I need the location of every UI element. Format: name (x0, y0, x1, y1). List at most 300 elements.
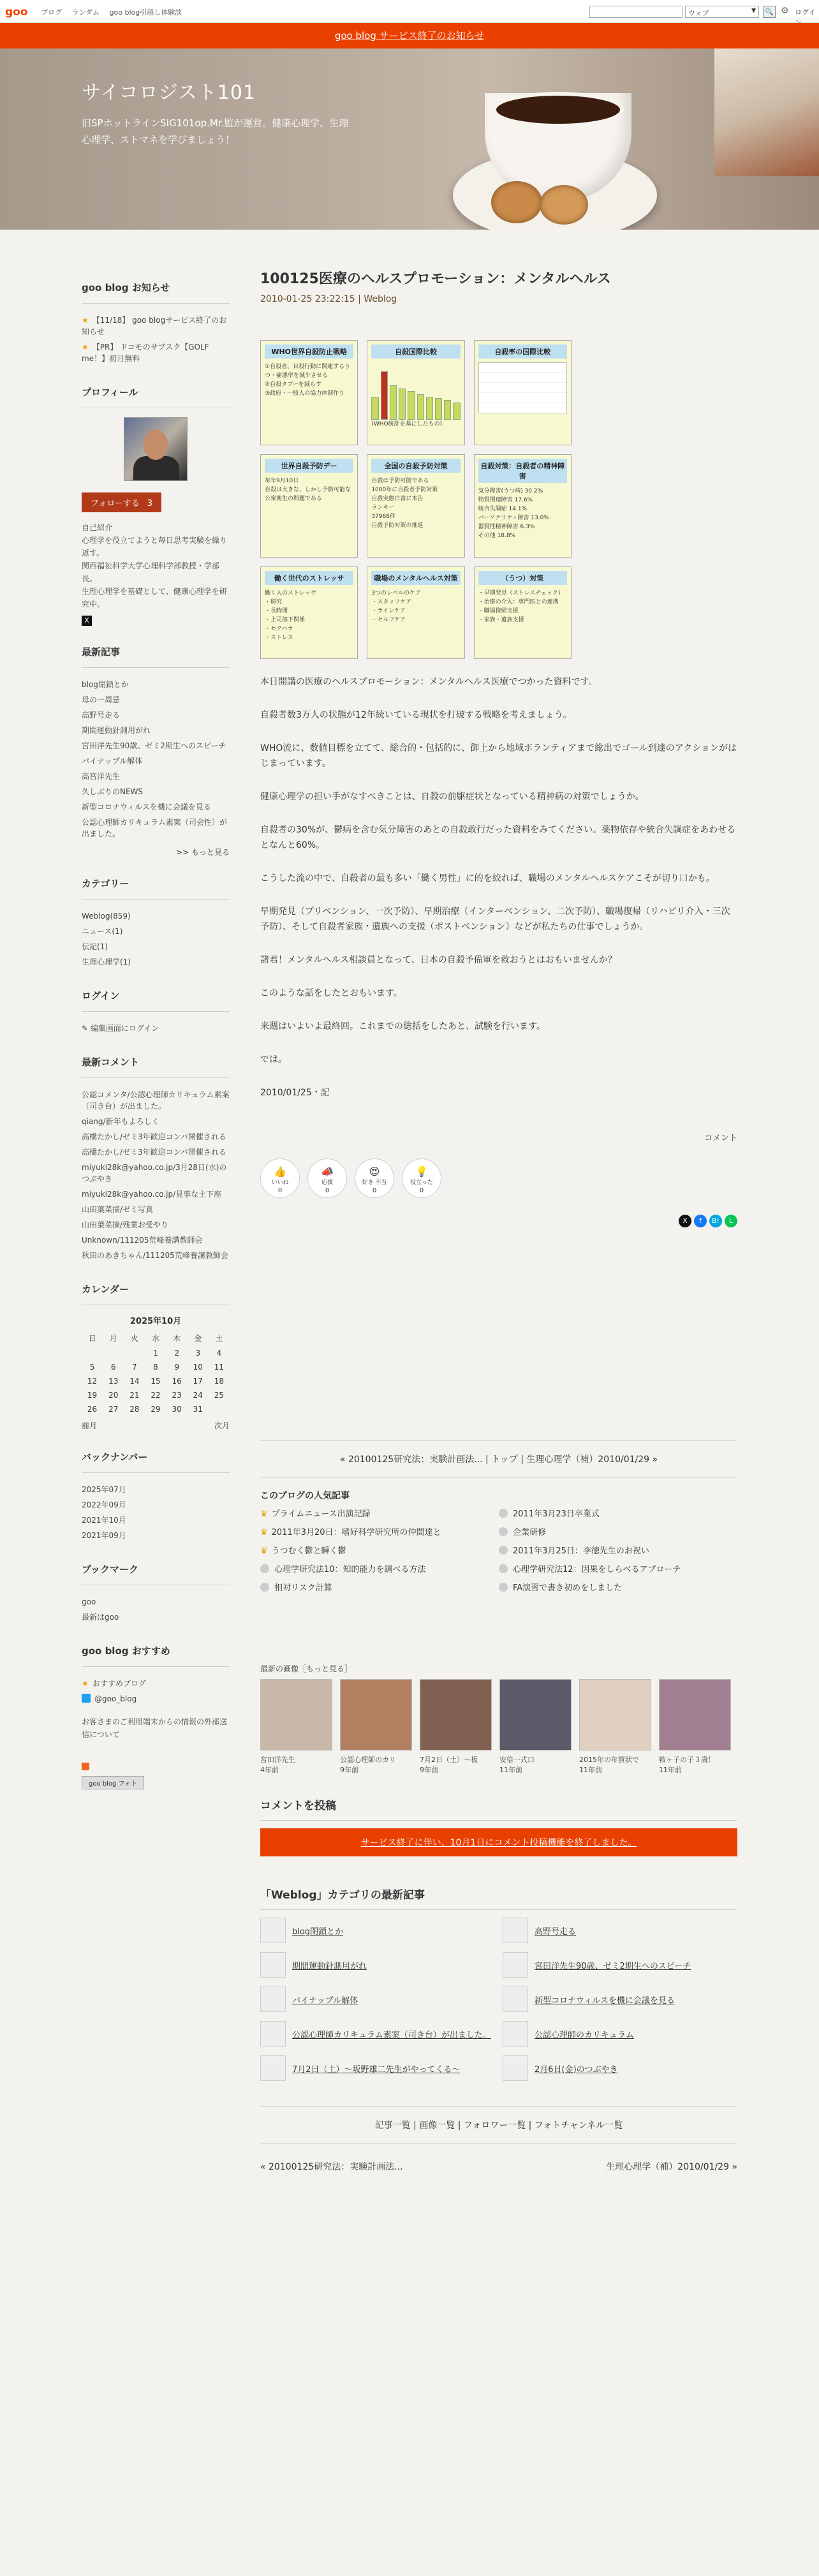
category-latest-posts (260, 1886, 737, 2081)
notice-item[interactable]: ★ 【PR】 ドコモのサブスク【GOLF me！】初月無料 (82, 343, 209, 363)
comment-closed-notice[interactable]: サービス終了に伴い、10月1日にコメント投稿機能を終了しました。 (260, 1828, 737, 1856)
recent-images (260, 1663, 737, 1775)
popular-post-text: 相対リスク計算 (274, 1583, 332, 1593)
bullet-icon (499, 1527, 508, 1536)
category-latest-link[interactable]: 2月6日(金)のつぶやき (535, 2064, 618, 2075)
comment-item[interactable]: 高橋たかし/ゼミ3年歓迎コンパ開催される (82, 1132, 226, 1141)
calendar-weekday: 土 (215, 1334, 223, 1343)
recent-image-item[interactable] (420, 1679, 492, 1775)
slide-line: 自殺予防対策の推進 (371, 522, 424, 529)
slide-line: その他 18.8% (478, 533, 516, 540)
sidebar-backnumber (82, 1450, 230, 1543)
category-latest-link[interactable]: 期間運動針測用がれ (292, 1961, 367, 1971)
popular-post-item[interactable] (499, 1507, 737, 1519)
top-links (41, 7, 189, 17)
slide-image (260, 454, 358, 557)
category-item[interactable]: ニュース(1) (82, 927, 123, 936)
reaction-button[interactable] (355, 1158, 394, 1198)
calendar-day: 2 (174, 1349, 179, 1358)
sidebar-heading: カテゴリー (82, 877, 230, 899)
category-latest-thumb[interactable] (260, 1918, 286, 1943)
popular-post-text: 2011年3月23日卒業式 (513, 1509, 600, 1519)
popular-post-item[interactable] (499, 1581, 737, 1593)
comment-post-section (260, 1796, 737, 1856)
goo-logo[interactable]: goo (5, 6, 28, 19)
slide-line: 物質関連障害 17.6% (478, 497, 533, 504)
share-buttons (260, 1215, 737, 1227)
popular-post-item[interactable] (260, 1562, 499, 1574)
post-meta: 2010-01-25 23:22:15 | Weblog (260, 294, 397, 304)
top-link-migration[interactable]: goo blog引越し体験談 (109, 8, 182, 17)
search-button[interactable]: 🔍 (763, 6, 776, 18)
calendar-day: 26 (87, 1405, 98, 1414)
comment-item[interactable]: Unknown/111205荒峰養講教師会 (82, 1236, 203, 1245)
search-type-select[interactable]: ウェブ ▼ (685, 6, 759, 18)
slide-line: ランキー (371, 505, 395, 512)
calendar-day: 24 (193, 1391, 203, 1400)
slide-line: 統合失調症 14.1% (478, 506, 528, 513)
bullet-icon (499, 1583, 508, 1592)
recent-image-age: 11年前 (579, 1766, 602, 1774)
slide-image (474, 566, 572, 659)
recent-image-thumb[interactable] (499, 1679, 572, 1751)
popular-post-item[interactable] (260, 1525, 499, 1537)
calendar-day: 25 (214, 1391, 225, 1400)
recent-image-age: 11年前 (659, 1766, 682, 1774)
post-paragraph: 諸君！メンタルヘルス相談員となって、日本の自殺予備軍を救おうとはおもいませんか？ (260, 955, 617, 965)
bullet-icon (499, 1564, 508, 1573)
category-latest-thumb[interactable] (260, 2055, 286, 2081)
reaction-count: 0 (325, 1187, 330, 1194)
comment-item[interactable]: 公認コメンタ/公認心理師カリキュラム素案（司き台）が出ました。 (82, 1090, 230, 1111)
reaction-buttons (260, 1158, 737, 1198)
follow-button[interactable]: フォローする 3 (82, 492, 161, 512)
post-navigation[interactable]: « 20100125研究法：実験計画法... | トップ | 生理心理学（補）2010/01/29 » (260, 1440, 737, 1477)
sidebar-recommend (82, 1644, 230, 1789)
slide-line: ②自殺タブーを減らす (265, 381, 321, 388)
recent-post-item[interactable]: パイナップル解体 (82, 757, 143, 766)
facebook-share-icon[interactable]: f (694, 1215, 707, 1227)
recent-image-item[interactable] (260, 1679, 332, 1775)
login-link[interactable]: ログイ (795, 8, 816, 17)
bottom-navigation (260, 2143, 737, 2189)
reaction-label: いいね (271, 1180, 289, 1186)
line-share-icon[interactable]: L (725, 1215, 737, 1227)
backnumber-item[interactable]: 2021年09月 (82, 1531, 126, 1540)
post-title[interactable]: 100125医療のヘルスプロモーション：メンタルヘルス (260, 271, 611, 287)
rss-icon[interactable] (82, 1763, 230, 1772)
sidebar-calendar (82, 1282, 230, 1431)
recommend-item[interactable]: @goo_blog (82, 1691, 230, 1706)
sidebar-login (82, 989, 230, 1036)
popular-post-item[interactable] (260, 1544, 499, 1556)
recent-image-item[interactable] (340, 1679, 412, 1775)
header-cookie-image (540, 185, 588, 225)
recent-post-item[interactable]: 宮田洋先生90歳、ゼミ2期生へのスピーチ (82, 741, 226, 750)
calendar-day: 22 (151, 1391, 161, 1400)
recent-image-thumb[interactable] (260, 1679, 332, 1751)
calendar-weekday: 木 (173, 1334, 181, 1343)
category-latest-link[interactable]: blog閉鎖とか (292, 1927, 344, 1937)
backnumber-item[interactable]: 2025年07月 (82, 1485, 126, 1494)
calendar-day: 5 (89, 1363, 95, 1372)
comment-link[interactable]: コメント (704, 1134, 737, 1143)
calendar-weekday: 金 (194, 1334, 202, 1343)
comment-item[interactable]: 山田葉菜摘/ゼミ写真 (82, 1205, 154, 1214)
star-icon: ★ (82, 343, 89, 352)
slide-line: ・セクハラ (265, 625, 293, 632)
calendar-empty (82, 1349, 103, 1358)
slide-title: 世界自殺予防デー (265, 459, 353, 473)
slide-line: ・早期発見（ストレスチェック） (478, 589, 564, 596)
calendar-day: 31 (193, 1405, 203, 1414)
blog-title[interactable]: サイコロジスト101 (82, 82, 256, 104)
category-latest-item (260, 1918, 495, 1943)
recent-post-item[interactable]: 久しぶりのNEWS (82, 787, 144, 796)
slide-title: 全国の自殺予防対策 (371, 459, 460, 473)
category-latest-item (503, 2055, 737, 2081)
slide-line: ・職場復帰支援 (478, 607, 519, 614)
recent-image-thumb[interactable] (579, 1679, 651, 1751)
calendar-day: 1 (153, 1349, 158, 1358)
post-paragraph: では。 (260, 1055, 287, 1065)
slide-line-chart (478, 362, 567, 413)
reaction-icon: 👍 (274, 1166, 286, 1178)
comment-item[interactable]: 秋田のあきちゃん/111205荒峰養講教師会 (82, 1251, 228, 1260)
profile-text: 自己紹介 心理学を役立てようと毎日思考実験を繰り返す。 関西福祉科学大学心理科学部教授・学部長。 生理心理学を基礎として、健康心理学を研究中。 (82, 523, 228, 609)
avatar[interactable] (124, 417, 188, 481)
recent-image-caption: 安倍一式口 (499, 1756, 535, 1764)
slide-line: ・研究 (265, 598, 283, 605)
category-latest-thumb[interactable] (503, 1918, 528, 1943)
slide-title: 働く世代のストレッサ (265, 571, 353, 585)
star-icon: ★ (82, 1679, 89, 1688)
calendar-day: 20 (108, 1391, 119, 1400)
category-latest-item (260, 1987, 495, 2012)
reaction-count: 0 (277, 1187, 283, 1194)
category-latest-item (260, 1952, 495, 1978)
reaction-count: 0 (372, 1187, 377, 1194)
calendar-weekday: 火 (130, 1334, 138, 1343)
calendar-prev[interactable]: 前月 (82, 1421, 98, 1430)
slide-image (474, 340, 572, 445)
top-link-random[interactable]: ランダム (71, 8, 100, 17)
sidebar-heading: カレンダー (82, 1282, 230, 1305)
calendar (82, 1314, 230, 1431)
recent-post-item[interactable]: 高野号走る (82, 711, 121, 720)
gear-icon[interactable]: ⚙ (781, 6, 789, 16)
recent-image-caption: 7月2日（土）〜板 (420, 1756, 478, 1764)
category-item[interactable]: 伝記(1) (82, 942, 108, 951)
edit-login-link[interactable]: ✎ 編集画面にログイン (82, 1024, 159, 1033)
popular-post-item[interactable] (499, 1544, 737, 1556)
recent-image-age: 9年前 (420, 1766, 438, 1774)
crown-icon: ♛ (260, 1546, 268, 1556)
sidebar-heading: goo blog お知らせ (82, 281, 230, 304)
pencil-icon: ✎ (82, 1024, 91, 1033)
header-books-image (714, 48, 819, 176)
slide-line: ①自殺者、目殺行動に関連するうつ・痛悪率を減少させる (265, 364, 351, 379)
service-end-notice-bar[interactable] (0, 23, 819, 48)
header-cookie-image (491, 181, 542, 223)
calendar-day: 28 (129, 1405, 140, 1414)
slide-title: （うつ）対策 (478, 571, 567, 585)
slide-image (474, 454, 572, 557)
category-latest-thumb[interactable] (503, 2021, 528, 2047)
category-latest-thumb[interactable] (503, 2055, 528, 2081)
category-latest-item (503, 1987, 737, 2012)
blog-description: 旧SPホットラインSIG101op.Mr.監が運営。健康心理学、生理心理学、ストマネを学びましょう！ (82, 117, 349, 145)
slide-image (367, 454, 464, 557)
recommend-item[interactable]: ★ おすすめブログ (82, 1679, 146, 1688)
top-bar (0, 0, 819, 23)
star-icon: ★ (82, 316, 89, 325)
slide-image (260, 340, 358, 445)
bullet-icon (499, 1509, 508, 1518)
calendar-day: 8 (153, 1363, 158, 1372)
crown-icon: ♛ (260, 1509, 268, 1519)
comment-post-title: コメントを投稿 (260, 1796, 737, 1821)
comment-item[interactable]: miyuki28k@yahoo.co.jp/3月28日(水)のつぶやき (82, 1163, 227, 1183)
slide-line: 3つのレベルのケア (371, 589, 422, 596)
crown-icon: ♛ (260, 1528, 268, 1537)
sidebar (82, 281, 230, 1809)
more-posts-link[interactable]: >> もっと見る (176, 848, 230, 857)
post-paragraph: 健康心理学の担い手がなすべきことは、自殺の前駆症状となっている精神病の対策でしょうか。 (260, 792, 644, 802)
slide-image (367, 566, 464, 659)
bullet-icon (260, 1564, 269, 1573)
calendar-day: 10 (193, 1363, 203, 1372)
category-item[interactable]: Weblog(859) (82, 912, 131, 921)
recent-image-thumb[interactable] (659, 1679, 731, 1751)
category-latest-thumb[interactable] (503, 1987, 528, 2012)
calendar-weekday: 月 (109, 1334, 117, 1343)
slide-line: 1000年に自殺者予防対策 (371, 487, 438, 494)
category-latest-link[interactable]: 新型コロナウィルスを機に会議を見る (535, 1995, 675, 2006)
recent-image-age: 9年前 (340, 1766, 358, 1774)
calendar-empty (103, 1349, 124, 1358)
bullet-icon (499, 1546, 508, 1555)
bookmark-item[interactable]: goo (82, 1597, 96, 1606)
recent-post-item[interactable]: blog閉鎖とか (82, 680, 129, 689)
recent-image-thumb[interactable] (340, 1679, 412, 1751)
slide-line: 毎年9月10日 (265, 478, 299, 485)
calendar-day: 19 (87, 1391, 98, 1400)
category-latest-link[interactable]: 7月2日（土）〜坂野雄二先生がやってくる〜 (292, 2064, 461, 2075)
popular-post-item[interactable] (499, 1525, 737, 1537)
popular-post-text: 2011年3月25日：李徳先生のお祝い (513, 1546, 649, 1556)
popular-posts (260, 1489, 737, 1593)
reaction-label: 役立った (410, 1180, 433, 1186)
x-small-icon (82, 1694, 91, 1703)
backnumber-item[interactable]: 2022年09月 (82, 1500, 126, 1509)
service-end-notice-link[interactable]: goo blog サービス終了のお知らせ (334, 30, 485, 41)
category-latest-link[interactable]: 公認心理師のカリキュラム (535, 2030, 634, 2040)
follow-count: 3 (147, 499, 152, 508)
x-icon[interactable]: X (82, 616, 92, 626)
reaction-button[interactable] (402, 1158, 441, 1198)
calendar-day: 9 (174, 1363, 179, 1372)
prev-post-link[interactable]: « 20100125研究法：実験計画法... (260, 2162, 403, 2172)
calendar-weekday: 水 (151, 1334, 159, 1343)
post-date: 2010-01-25 23:22:15 (260, 294, 355, 304)
slide-line: 気分障害(うつ病) 30.2% (478, 488, 543, 495)
slide-line: ・ラインケア (371, 607, 406, 614)
calendar-day: 3 (195, 1349, 201, 1358)
calendar-empty (124, 1349, 145, 1358)
category-latest-item (503, 2021, 737, 2047)
sidebar-recent-posts (82, 645, 230, 857)
post-paragraph: WHO流に、数値目標を立てて、総合的・包括的に、御上から地域ボランティアまで総出でゴール到達のアクションがはじまっています。 (260, 743, 737, 769)
footer-links[interactable]: 記事一覧 | 画像一覧 | フォロワー一覧 | フォトチャンネル一覧 (260, 2106, 737, 2143)
calendar-next[interactable]: 次月 (214, 1421, 230, 1430)
category-latest-title: 「Weblog」カテゴリの最新記事 (260, 1886, 737, 1910)
comment-item[interactable]: 山田葉菜摘/残業お受やり (82, 1220, 169, 1229)
calendar-day: 21 (129, 1391, 140, 1400)
slide-title: WHO世界自殺防止戦略 (265, 344, 353, 359)
bullet-icon (260, 1583, 269, 1592)
sidebar-heading: 最新コメント (82, 1055, 230, 1078)
recent-post-item[interactable]: 母の一周忌 (82, 695, 121, 704)
reaction-icon: 😍 (369, 1166, 380, 1178)
slide-title: 自殺率の国際比較 (478, 344, 567, 359)
popular-post-text: 心理学研究法10：知的能力を調べる方法 (274, 1565, 426, 1574)
recent-image-caption: 公認心理師のカリ (340, 1756, 396, 1764)
sidebar-heading: ブックマーク (82, 1562, 230, 1585)
slide-image (367, 340, 464, 445)
calendar-day: 16 (172, 1377, 182, 1386)
category-latest-item (503, 1952, 737, 1978)
category-latest-item (260, 2055, 495, 2081)
slide-grid-image[interactable] (260, 340, 572, 659)
calendar-day: 6 (110, 1363, 116, 1372)
header-coffee-image (492, 92, 624, 128)
calendar-day: 12 (87, 1377, 98, 1386)
slide-title: 職場のメンタルヘルス対策 (371, 571, 460, 585)
hatena-share-icon[interactable]: B! (709, 1215, 722, 1227)
slide-line: ・上司部下関係 (265, 616, 306, 623)
comment-item[interactable]: miyuki28k@yahoo.co.jp/見事な土下座 (82, 1190, 222, 1199)
bookmark-item[interactable]: 最新はgoo (82, 1613, 119, 1622)
recent-image-item[interactable] (659, 1679, 731, 1775)
calendar-month: 2025年10月 (129, 1317, 182, 1326)
popular-post-item[interactable] (260, 1507, 499, 1519)
sidebar-categories (82, 877, 230, 970)
category-latest-thumb[interactable] (503, 1952, 528, 1978)
slide-line: 37966件 (371, 514, 395, 521)
calendar-day: 13 (108, 1377, 119, 1386)
x-share-icon[interactable]: X (679, 1215, 691, 1227)
comment-item[interactable]: qiang/新年もよろしく (82, 1117, 159, 1126)
category-latest-item (260, 2021, 495, 2047)
top-link-blog[interactable]: ブログ (41, 8, 62, 17)
recent-post-item[interactable]: 期間運動針測用がれ (82, 726, 151, 735)
recent-image-item[interactable] (579, 1679, 651, 1775)
post-paragraph: 来週はいよいよ最終回。これまでの総括をしたあと、試験を行います。 (260, 1021, 545, 1032)
chevron-down-icon: ▼ (751, 8, 756, 14)
popular-post-item[interactable] (260, 1581, 499, 1593)
recent-post-item[interactable]: 新型コロナウィルスを機に会議を見る (82, 803, 211, 811)
post-paragraph: 自殺者の30%が、鬱病を含む気分障害のあとの自殺敢行だった資料をみてください。薬物依存や統合失調症をあわせるとなんと60%。 (260, 825, 736, 850)
main-content (260, 268, 737, 2189)
slide-line: ・セルフケア (371, 616, 406, 623)
recent-image-caption: 宮田洋先生 (260, 1756, 295, 1764)
calendar-day: 7 (132, 1363, 137, 1372)
calendar-day: 11 (214, 1363, 225, 1372)
slide-line: ③政府・一般人の協力体制作り (265, 390, 345, 397)
category-latest-item (503, 1918, 737, 1943)
reaction-button[interactable] (307, 1158, 347, 1198)
post-paragraph: 本日開講の医療のヘルスプロモーション：メンタルヘルス医療でつかった資料です。 (260, 677, 598, 687)
popular-post-text: FA演習で書き初めをしました (513, 1583, 623, 1593)
slide-line: パーソナリティ障害 13.0% (478, 515, 549, 522)
recent-image-age: 11年前 (499, 1766, 522, 1774)
notice-item[interactable]: ★ 【11/18】 goo blogサービス終了のお知らせ (82, 316, 227, 336)
post-category-link[interactable]: Weblog (364, 294, 397, 304)
next-post-link[interactable]: 生理心理学（補）2010/01/29 » (606, 2162, 737, 2172)
post-paragraph: 2010/01/25・記 (260, 1088, 330, 1098)
sidebar-profile (82, 385, 230, 626)
slide-bar-chart (371, 362, 460, 420)
popular-post-item[interactable] (499, 1562, 737, 1574)
category-latest-thumb[interactable] (260, 1952, 286, 1978)
calendar-day: 23 (172, 1391, 182, 1400)
slide-line: ・家族・遺族支援 (478, 616, 524, 623)
category-latest-link[interactable]: 宮田洋先生90歳、ゼミ2期生へのスピーチ (535, 1961, 691, 1971)
search-input[interactable] (589, 6, 682, 18)
goo-blog-photo-badge[interactable]: goo blog フォト (82, 1776, 144, 1789)
reaction-icon: 💡 (415, 1166, 428, 1178)
external-send-note[interactable]: お客さまのご利用端末からの情報の外部送信について (82, 1717, 228, 1739)
slide-line: 自殺は大きな、しかし予防可能な公衆衛生の問題である (265, 487, 351, 503)
post-paragraph: このような話をしたとおもいます。 (260, 988, 402, 998)
slide-line: ・治療の介入：専門医との連携 (478, 598, 559, 605)
category-latest-thumb[interactable] (260, 2021, 286, 2047)
blog-header (0, 48, 819, 230)
backnumber-item[interactable]: 2021年10月 (82, 1516, 126, 1525)
category-latest-link[interactable]: パイナップル解体 (292, 1995, 358, 2006)
comment-item[interactable]: 高橋たかし/ゼミ3年歓迎コンパ開催される (82, 1148, 226, 1157)
category-latest-link[interactable]: 高野号走る (535, 1927, 577, 1937)
reaction-button[interactable] (260, 1158, 300, 1198)
calendar-day: 4 (216, 1349, 222, 1358)
reaction-label: 応援 (321, 1180, 333, 1186)
popular-post-text: うつむく鬱と瞬く鬱 (271, 1546, 346, 1556)
recent-image-item[interactable] (499, 1679, 572, 1775)
recent-image-thumb[interactable] (420, 1679, 492, 1751)
recent-post-item[interactable]: 高宮洋先生 (82, 772, 121, 781)
category-latest-link[interactable]: 公認心理師カリキュラム素案（司き台）が出ました。 (292, 2030, 491, 2040)
popular-post-text: 2011年3月20日：嗜好科学研究所の仲間達と (271, 1528, 441, 1537)
slide-title: 自殺対策：自殺者の精神障害 (478, 459, 567, 483)
post-paragraph: こうした流の中で、自殺者の最も多い「働く男性」に的を絞れば、職場のメンタルヘルスケアこそが切り口かも。 (260, 873, 715, 884)
popular-post-text: 企業研修 (513, 1528, 547, 1537)
calendar-day: 14 (129, 1377, 140, 1386)
calendar-day: 18 (214, 1377, 225, 1386)
calendar-day: 17 (193, 1377, 203, 1386)
category-item[interactable]: 生理心理学(1) (82, 958, 131, 966)
recent-post-item[interactable]: 公認心理師カリキュラム素案（司会性）が出ました。 (82, 818, 227, 838)
sidebar-heading: バックナンバー (82, 1450, 230, 1473)
recent-images-title[interactable]: 最新の画像［もっと見る］ (260, 1664, 353, 1673)
calendar-day: 27 (108, 1405, 119, 1414)
recent-image-age: 4年前 (260, 1766, 279, 1774)
reaction-count: 0 (419, 1187, 424, 1194)
slide-image (260, 566, 358, 659)
category-latest-thumb[interactable] (260, 1987, 286, 2012)
slide-line: 自殺は予防可能である (371, 478, 429, 485)
popular-title: このブログの人気記事 (260, 1491, 350, 1501)
